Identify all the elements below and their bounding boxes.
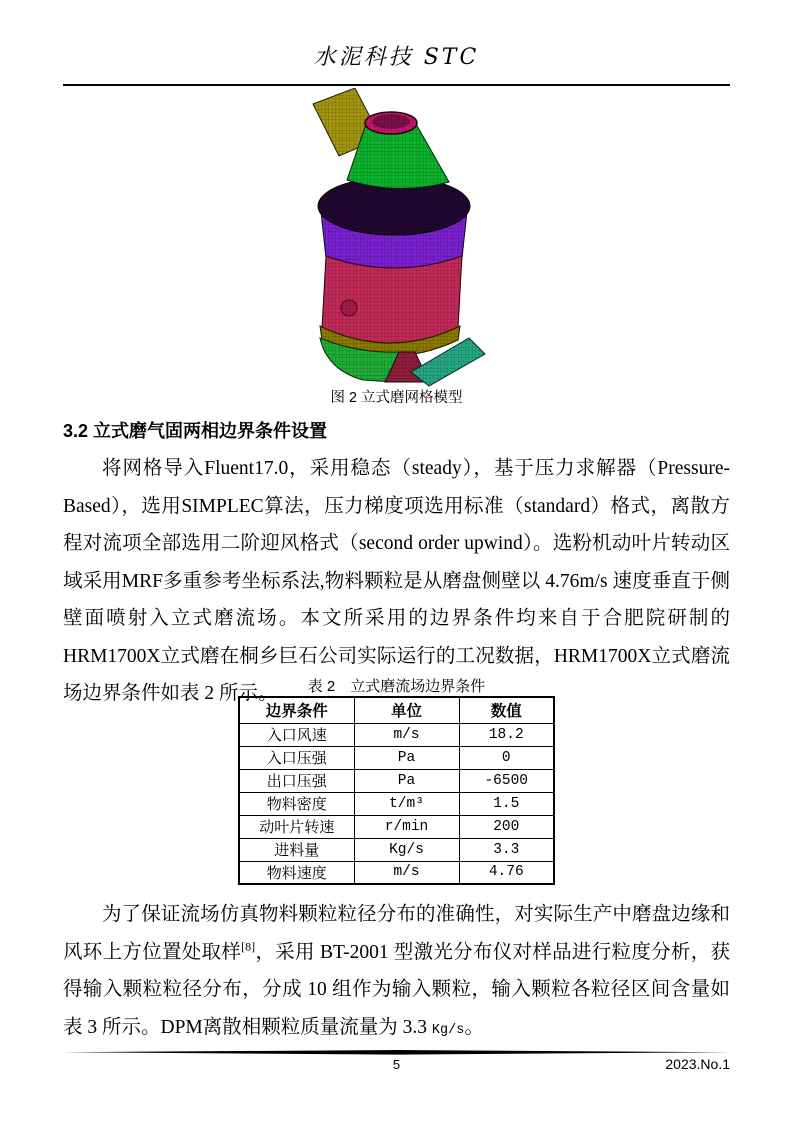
paragraph-text: 将网格导入Fluent17.0，采用稳态（steady），基于压力求解器（Pressure-Based），选用SIMPLEC算法，压力梯度项选用标准（standard）格式，离散方程对流项全部选用二阶迎风格式（second order upwind）。选粉机动叶片转动区域采用MRF多重参考坐标系法,物料颗粒是从磨盘侧壁以 4.76m/s 速度垂直于侧壁面喷射入立式磨流场。本文所采用的边界条件均来自于合肥院研制的HRM1700X立式磨在桐乡巨石公司实际运行的工况数据，HRM1700X立式磨流场边界条件如表 2 所示。 <box>63 458 730 704</box>
boundary-condition-cell: 入口压强 <box>239 746 354 769</box>
paragraph-text: 。 <box>464 1016 484 1038</box>
mesh-model-figure <box>311 88 491 388</box>
table-row <box>239 723 554 746</box>
issue-label: 2023.No.1 <box>665 1056 730 1072</box>
mesh-overlay <box>322 256 462 343</box>
paragraph-text: ，采用 BT-2001 型激光分布仪对样品进行粒度分析，获得输入颗粒粒径分布，分成 10 组作为输入颗粒，输入颗粒各粒径区间含量如表 3 所示。DPM离散相颗粒质量流量为 3.3 <box>63 941 730 1038</box>
mesh-model-image <box>311 88 491 388</box>
column-header: 单位 <box>354 697 459 723</box>
table-row <box>239 792 554 815</box>
boundary-table-title: 表 2 立式磨流场边界条件 <box>307 678 486 695</box>
figure-caption: 图 2 立式磨网格模型 <box>330 390 463 406</box>
boundary-condition-cell: 入口风速 <box>239 723 354 746</box>
table-row <box>239 838 554 861</box>
boundary-conditions-table <box>238 696 555 885</box>
page-number: 5 <box>392 1057 401 1072</box>
value-cell: 4.76 <box>459 861 554 884</box>
boundary-condition-cell: 进料量 <box>239 838 354 861</box>
column-header: 边界条件 <box>239 697 354 723</box>
column-header: 数值 <box>459 697 554 723</box>
value-cell: 18.2 <box>459 723 554 746</box>
unit-cell: Pa <box>354 746 459 769</box>
unit-cell: m/s <box>354 723 459 746</box>
unit-cell: t/m³ <box>354 792 459 815</box>
flow-unit: Kg/s <box>431 1022 465 1038</box>
boundary-condition-cell: 动叶片转速 <box>239 815 354 838</box>
boundary-condition-cell: 出口压强 <box>239 769 354 792</box>
boundary-condition-cell: 物料密度 <box>239 792 354 815</box>
paragraph-simulation-setup <box>63 450 730 713</box>
paragraph-particle-sampling <box>63 896 730 1049</box>
table-row <box>239 769 554 792</box>
table-row <box>239 861 554 884</box>
unit-cell: r/min <box>354 815 459 838</box>
table-header-row <box>239 697 554 723</box>
paragraph-text: 为了保证流场仿真物料颗粒粒径分布的准确性，对实际生产中磨盘边缘和风环上方位置处取样 <box>63 904 730 963</box>
value-cell: -6500 <box>459 769 554 792</box>
mesh-overlay <box>372 114 410 129</box>
value-cell: 0 <box>459 746 554 769</box>
reference-marker: [8] <box>241 939 256 953</box>
footer-rule <box>63 1050 730 1055</box>
header-rule <box>63 84 730 86</box>
table-row <box>239 746 554 769</box>
boundary-condition-cell: 物料速度 <box>239 861 354 884</box>
table-row <box>239 815 554 838</box>
journal-header-title: 水泥科技 STC <box>313 45 480 70</box>
value-cell: 3.3 <box>459 838 554 861</box>
mesh-overlay <box>341 300 357 316</box>
value-cell: 1.5 <box>459 792 554 815</box>
section-heading: 3.2 立式磨气固两相边界条件设置 <box>63 421 328 441</box>
unit-cell: Kg/s <box>354 838 459 861</box>
unit-cell: Pa <box>354 769 459 792</box>
value-cell: 200 <box>459 815 554 838</box>
unit-cell: m/s <box>354 861 459 884</box>
